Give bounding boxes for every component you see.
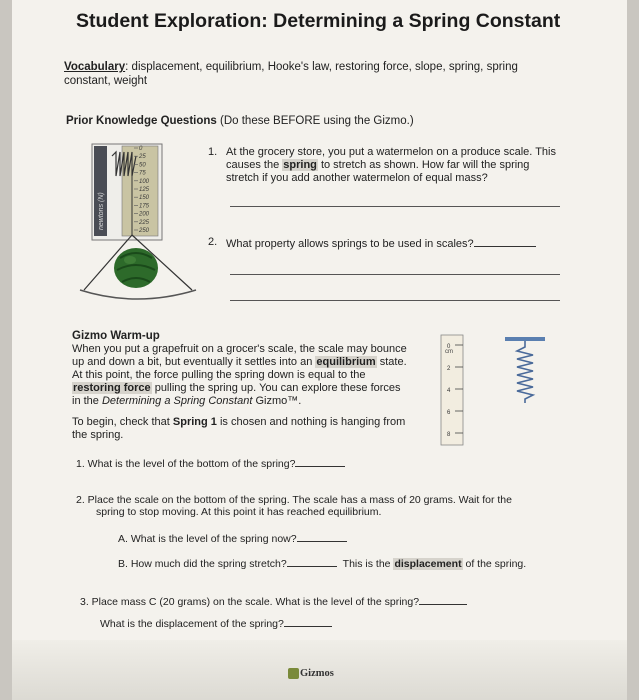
question-1 <box>208 146 568 186</box>
step-3-question-2 <box>100 616 332 630</box>
vocabulary <box>64 60 534 88</box>
scale-tick-label: 125 <box>139 187 150 193</box>
warmup-hl-restoring-force: restoring force <box>73 382 151 394</box>
page-title: Student Exploration: Determining a Spring Constant <box>76 10 561 32</box>
scale-tick-label: 50 <box>139 162 146 169</box>
step-2 <box>76 494 512 506</box>
warmup-title: Gizmo Warm-up <box>72 330 160 342</box>
warmup-paragraph-1 <box>72 343 412 408</box>
warmup-p1-c: pulling the spring up. You can explore these forces in the <box>72 382 401 407</box>
prior-note: (Do these BEFORE using the Gizmo.) <box>216 115 414 127</box>
worksheet-page <box>12 0 627 700</box>
ruler-tick-label: 4 <box>447 388 451 394</box>
scale-axis-label: newtons (N) <box>98 192 105 230</box>
ruler-tick-label: 8 <box>447 432 451 438</box>
step-2b-question: B. How much did the spring stretch? <box>118 558 287 570</box>
step-2-continued <box>96 506 381 518</box>
answer-blank-step-3b[interactable] <box>284 616 332 627</box>
warmup-p1-b: state. At this point, the force pulling the spring down is equal to the <box>72 356 407 381</box>
q1-highlight: spring <box>283 159 317 171</box>
vocabulary-text: : displacement, equilibrium, Hooke's law, restoring force, slope, spring, spring constant, weight <box>64 61 518 87</box>
step-3 <box>80 594 467 608</box>
step-1 <box>76 456 345 470</box>
scale-tick-label: 225 <box>139 219 150 226</box>
scale-tick-label: 75 <box>139 170 146 177</box>
q1-text-b: to stretch as shown. How far will the spring stretch if you add another watermelon of equal mass? <box>226 159 530 184</box>
vocabulary-label: Vocabulary <box>64 61 126 73</box>
question-1-text <box>226 146 556 185</box>
scale-tick-label: 100 <box>139 178 150 185</box>
answer-line-q1[interactable] <box>230 206 560 207</box>
scale-tick-label: 25 <box>139 154 146 161</box>
answer-blank-q2[interactable] <box>474 236 536 247</box>
step-3b-text: What is the displacement of the spring? <box>100 618 284 630</box>
question-2 <box>208 236 568 250</box>
question-2-number: 2. <box>208 236 218 248</box>
scale-tick-label: 0 <box>139 146 143 152</box>
answer-blank-step-2a[interactable] <box>297 531 347 542</box>
scale-spring <box>112 152 136 176</box>
scale-tick-label: 250 <box>139 228 150 234</box>
ruler-unit: cm <box>445 349 453 355</box>
scale-tick-label: 175 <box>139 203 150 210</box>
hanging-spring <box>517 341 533 403</box>
warmup-p1-d: Gizmo™. <box>252 395 302 407</box>
produce-scale-figure <box>72 140 207 310</box>
answer-blank-step-2b[interactable] <box>287 556 337 567</box>
prior-heading-text: Prior Knowledge Questions <box>66 115 217 127</box>
answer-line-q2b[interactable] <box>230 300 560 301</box>
gizmo-warmup <box>72 330 412 442</box>
step-2b-tail-b: of the spring. <box>462 558 527 570</box>
step-1-text: 1. What is the level of the bottom of the spring? <box>76 458 296 470</box>
scale-tick-label: 200 <box>139 211 150 218</box>
warmup-spring-1: Spring 1 <box>172 416 217 428</box>
warmup-p1-a: When you put a grapefruit on a grocer's scale, the scale may bounce up and down a bit, but eventually it settles into an <box>72 343 407 368</box>
scale-tray <box>80 290 196 299</box>
step-3-text: 3. Place mass C (20 grams) on the scale. What is the level of the spring? <box>80 596 420 608</box>
q2-text: What property allows springs to be used in scales? <box>226 238 474 250</box>
scale-tick-label: 150 <box>139 195 150 202</box>
warmup-p2-c: is chosen and nothing is hanging from the spring. <box>72 416 406 441</box>
spring-mount <box>505 337 545 341</box>
watermelon-highlight <box>124 256 136 264</box>
ruler-spring-figure <box>437 333 557 453</box>
ruler-tick-label: 2 <box>447 366 451 372</box>
warmup-gizmo-name: Determining a Spring Constant <box>101 395 253 407</box>
step-2b-tail-a: This is the <box>342 558 394 570</box>
gizmos-logo <box>288 668 334 679</box>
ruler-tick-label: 6 <box>447 410 451 416</box>
step-2a-text: A. What is the level of the spring now? <box>118 533 297 545</box>
answer-line-q2a[interactable] <box>230 274 560 275</box>
question-1-number: 1. <box>208 146 218 158</box>
prior-knowledge-heading <box>66 115 414 127</box>
question-2-text <box>226 236 536 251</box>
gizmos-logo-text: Gizmos <box>300 668 334 679</box>
ruler-tick-label: 0 <box>447 344 451 350</box>
step-2b <box>118 556 526 570</box>
gizmos-leaf-icon <box>288 668 299 679</box>
warmup-hl-equilibrium: equilibrium <box>316 356 376 368</box>
warmup-p2-a: To begin, check that <box>72 416 173 428</box>
step-2-text: 2. Place the scale on the bottom of the spring. The scale has a mass of 20 grams. Wait for the <box>76 494 512 506</box>
q1-text-a: At the grocery store, you put a watermelon on a produce scale. This causes the <box>226 146 556 171</box>
step-2b-displacement: displacement <box>394 558 462 570</box>
answer-blank-step-3[interactable] <box>419 594 467 605</box>
warmup-paragraph-2 <box>72 416 412 442</box>
step-2a <box>118 531 347 545</box>
step-2b-text: spring to stop moving. At this point it has reached equilibrium. <box>96 506 382 518</box>
answer-blank-step-1[interactable] <box>295 456 345 467</box>
